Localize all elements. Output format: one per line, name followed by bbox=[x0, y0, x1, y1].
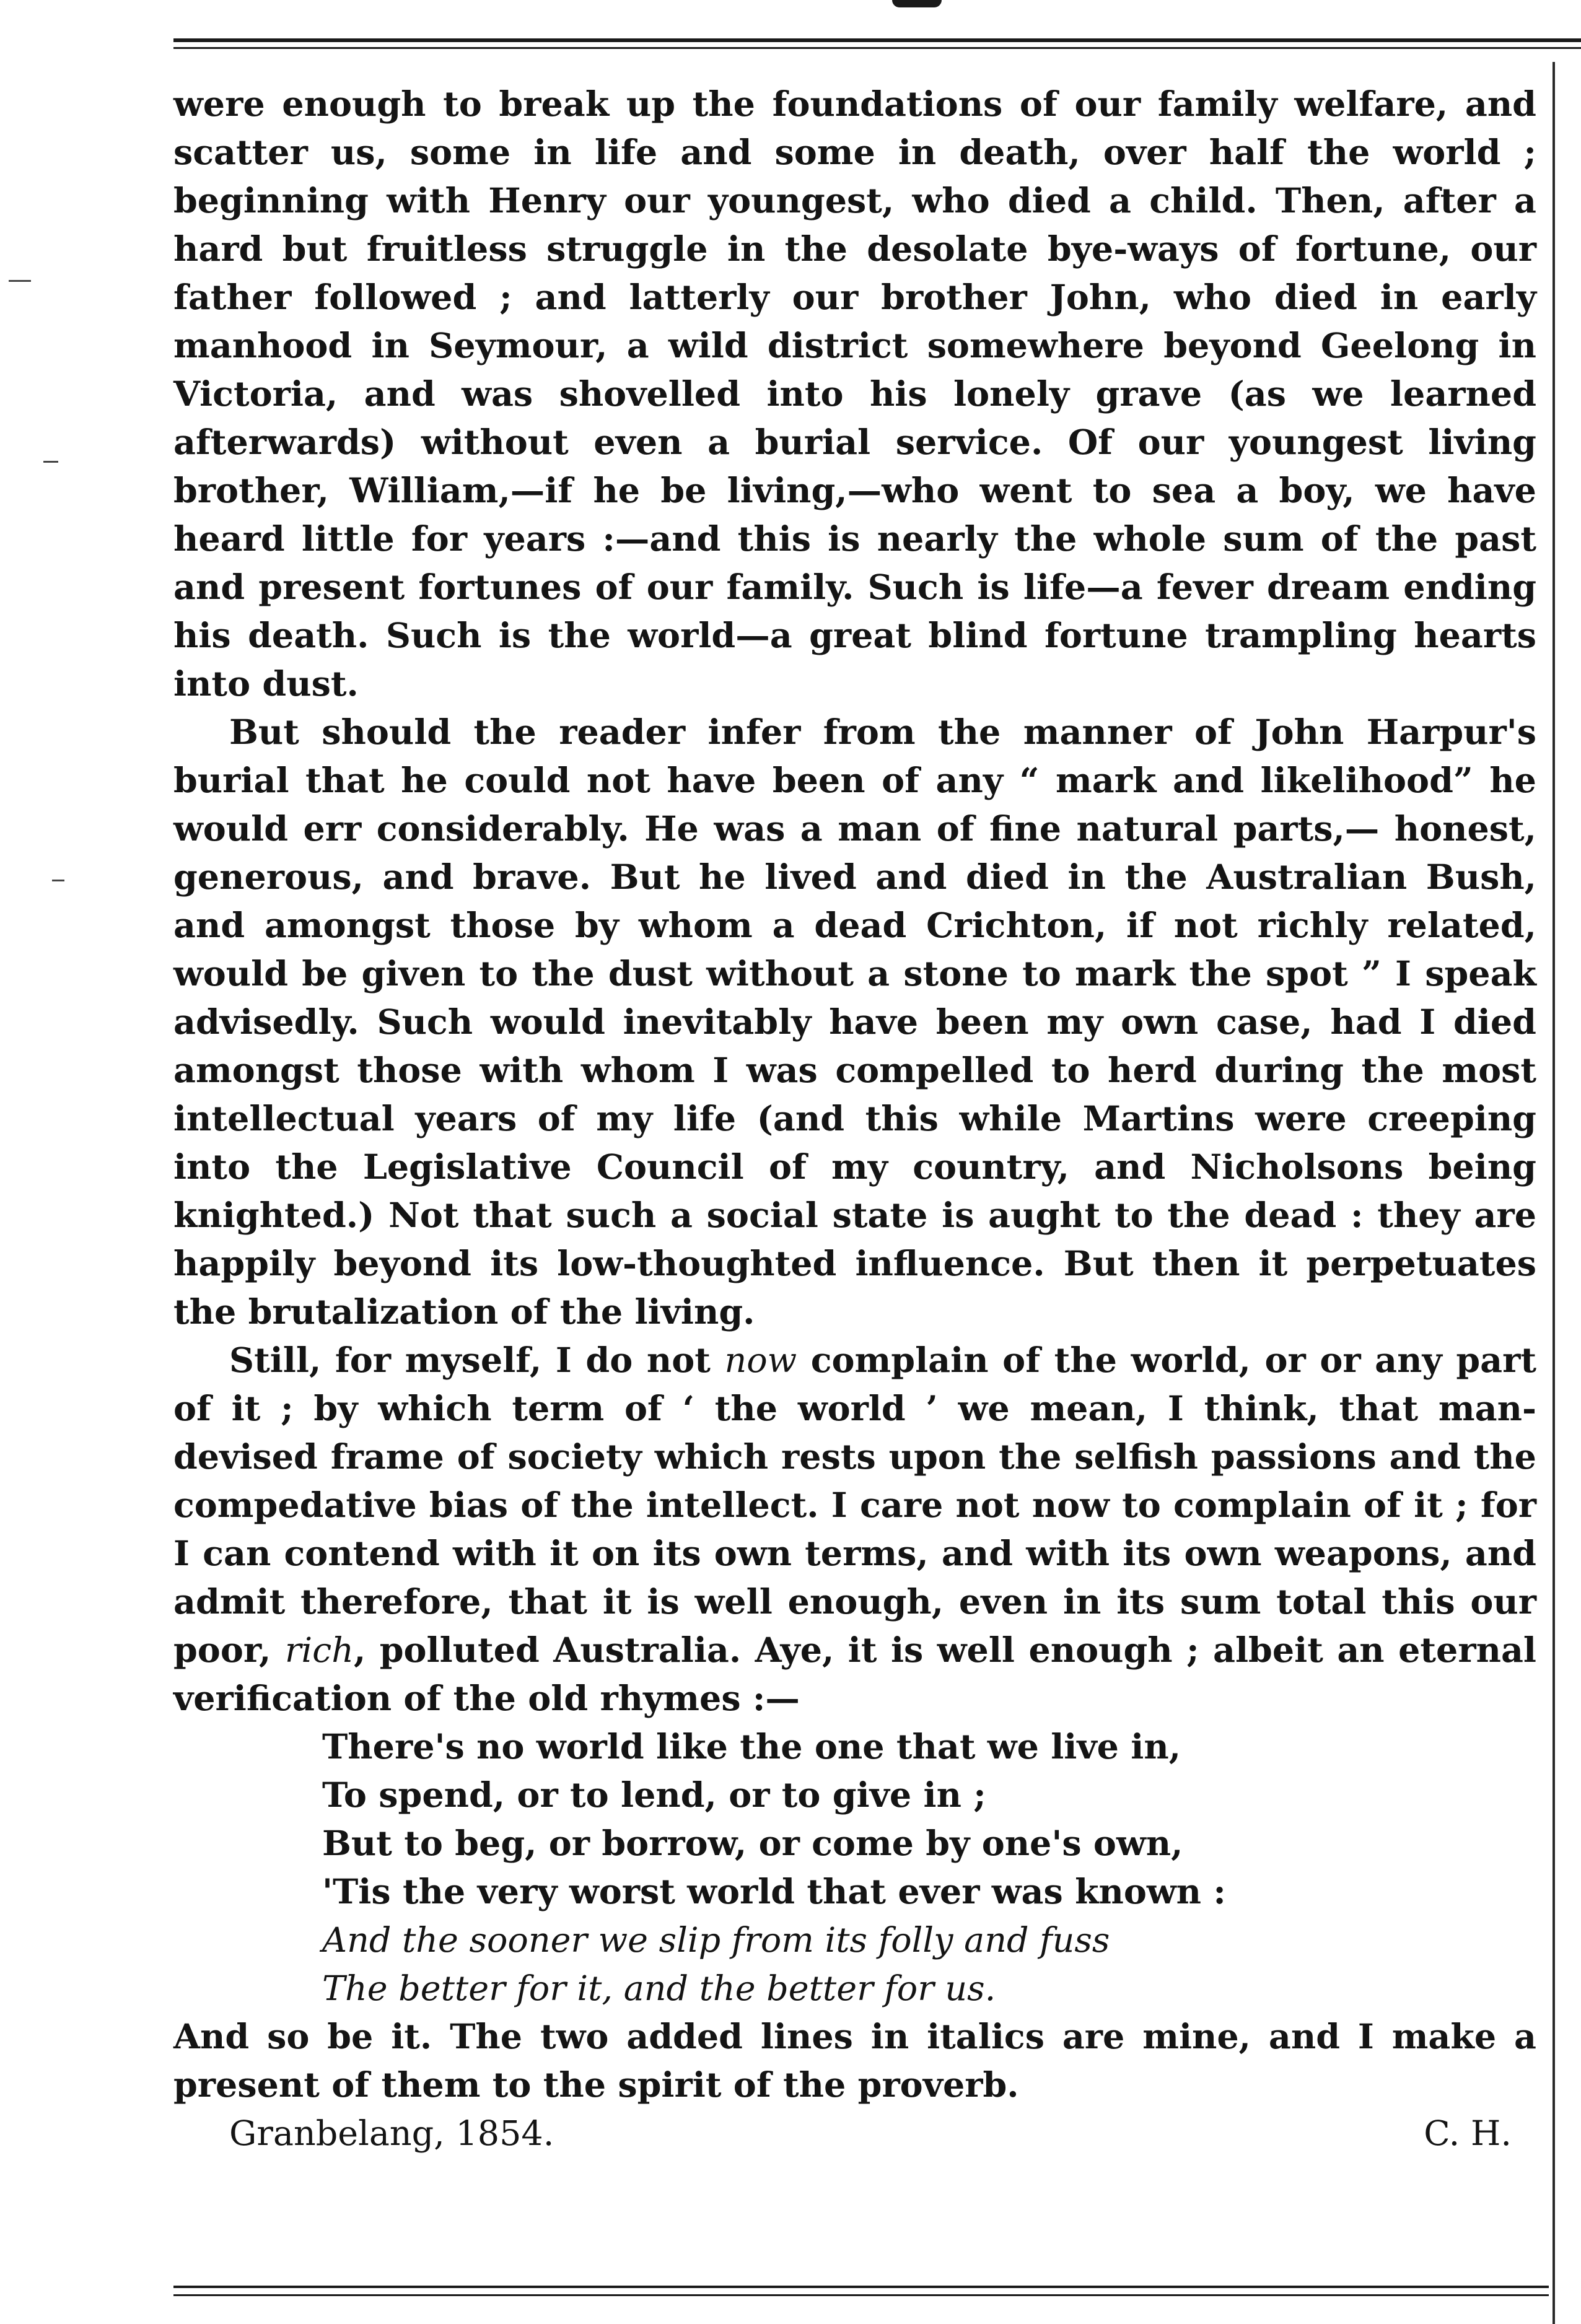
paragraph-3-part-a: Still, for myself, I do not bbox=[229, 1340, 725, 1381]
paragraph-1: were enough to break up the foundations of our family welfare, and scatter us, some in life and some in death, over half the world ; beginning with Henry our youngest, who died a child. Then, after a hard but fruitless struggle in the desolate bye-ways of fortune, our father followed ; and latterly our brother John, who died in early manhood in Seymour, a wild district somewhere beyond Geelong in Victoria, and was shovelled into his lonely grave (as we learned afterwards) without even a burial service. Of our youngest living brother, William,—if he be living,—who went to sea a boy, we have heard little for years :—and this is nearly the whole sum of the past and present fortunes of our family. Such is life—a fever dream ending his death. Such is the world—a great blind fortune trampling hearts into dust. bbox=[173, 84, 1536, 704]
verse-line: There's no world like the one that we live in, bbox=[322, 1727, 1181, 1767]
margin-mark bbox=[52, 880, 64, 881]
column-rule bbox=[1553, 62, 1555, 2324]
verse-line-italic: The better for it, and the better for us. bbox=[322, 1968, 996, 2009]
paragraph-3-part-c: , polluted Australia. Aye, it is well enough ; albeit an eternal verification of the old rhymes :— bbox=[173, 1630, 1536, 1719]
verse-line: 'Tis the very worst world that ever was known : bbox=[322, 1872, 1226, 1912]
emphasis-rich: rich bbox=[284, 1630, 354, 1671]
margin-mark bbox=[43, 461, 58, 463]
verse-line-italic: And the sooner we slip from its folly and fuss bbox=[322, 1920, 1110, 1960]
header-fragment bbox=[892, 0, 942, 7]
verse-line: But to beg, or borrow, or come by one's own, bbox=[322, 1824, 1183, 1864]
verse-block bbox=[322, 1723, 1536, 2013]
paragraph-3-part-b: complain of the world, or or any part of it ; by which term of ‘ the world ’ we mean, I think, that man-devised frame of society which rests upon the selfish passions and the compedative bias of the intellect. I care not now to complain of it ; for I can contend with it on its own terms, and with its own weapons, and admit therefore, that it is well enough, even in its sum total this our poor, bbox=[173, 1340, 1536, 1671]
bottom-rule bbox=[173, 2286, 1549, 2288]
place-date: Granbelang, 1854. bbox=[229, 2113, 554, 2154]
author-signature: C. H. bbox=[1424, 2113, 1512, 2154]
emphasis-now: now bbox=[724, 1340, 797, 1381]
paragraph-2: But should the reader infer from the manner of John Harpur's burial that he could not have been of any “ mark and likelihood” he would err considerably. He was a man of fine natural parts,— honest, generous, and brave. But he lived and died in the Australian Bush, and amongst those by whom a dead Crichton, if not richly related, would be given to the dust without a stone to mark the spot ” I speak advisedly. Such would inevitably have been my own case, had I died amongst those with whom I was compelled to herd during the most intellectual years of my life (and this while Martins were creeping into the Legislative Council of my country, and Nicholsons being knighted.) Not that such a social state is aught to the dead : they are happily beyond its low-thoughted influence. But then it perpetuates the brutalization of the living. bbox=[173, 712, 1536, 1332]
bottom-rule-thin bbox=[173, 2294, 1549, 2296]
margin-mark bbox=[9, 280, 31, 282]
top-rule bbox=[173, 38, 1581, 42]
top-rule-thin bbox=[173, 47, 1581, 49]
verse-line: To spend, or to lend, or to give in ; bbox=[322, 1775, 986, 1815]
article-body bbox=[173, 81, 1536, 2158]
signature-row bbox=[173, 2110, 1536, 2158]
paragraph-4: And so be it. The two added lines in italics are mine, and I make a present of them to the spirit of the proverb. bbox=[173, 2017, 1536, 2105]
paragraph-3 bbox=[173, 1337, 1536, 1723]
